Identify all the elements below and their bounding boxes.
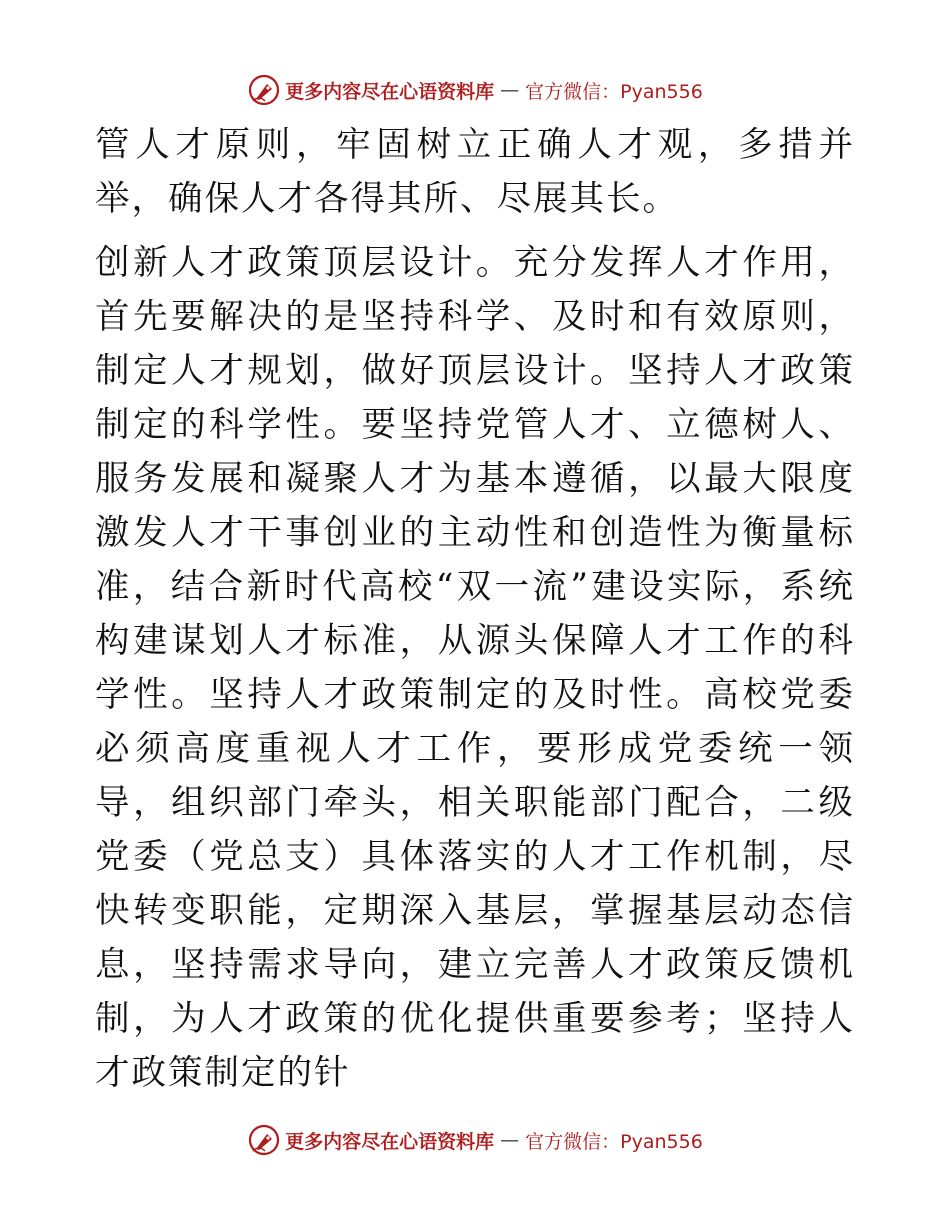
pen-nib-logo-icon (247, 73, 281, 107)
document-body (95, 118, 855, 1100)
footer-brand-text: 更多内容尽在心语资料库 (285, 1130, 495, 1153)
footer-contact: 官方微信：Pyan556 (525, 1130, 703, 1153)
footer-brand (247, 1123, 703, 1157)
pen-nib-logo-icon (247, 1123, 281, 1157)
paragraph-2: 创新人才政策顶层设计。充分发挥人才作用，首先要解决的是坚持科学、及时和有效原则，制定人才规划，做好顶层设计。坚持人才政策制定的科学性。要坚持党管人才、立德树人、服务发展和凝聚人才为基本遵循，以最大限度激发人才干事创业的主动性和创造性为衡量标准，结合新时代高校“双一流”建设实际，系统构建谋划人才标准，从源头保障人才工作的科学性。坚持人才政策制定的及时性。高校党委必须高度重视人才工作，要形成党委统一领导，组织部门牵头，相关职能部门配合，二级党委（党总支）具体落实的人才工作机制，尽快转变职能，定期深入基层，掌握基层动态信息，坚持需求导向，建立完善人才政策反馈机制，为人才政策的优化提供重要参考；坚持人才政策制定的针 (95, 243, 855, 1093)
header-separator: — (500, 79, 520, 101)
header-brand (247, 73, 703, 107)
header-contact: 官方微信：Pyan556 (525, 80, 703, 103)
paragraph-1: 管人才原则，牢固树立正确人才观，多措并举，确保人才各得其所、尽展其长。 (95, 125, 855, 219)
footer-separator: — (500, 1129, 520, 1151)
page-footer (0, 1120, 950, 1160)
page-header (0, 70, 950, 110)
header-brand-text: 更多内容尽在心语资料库 (285, 80, 495, 103)
